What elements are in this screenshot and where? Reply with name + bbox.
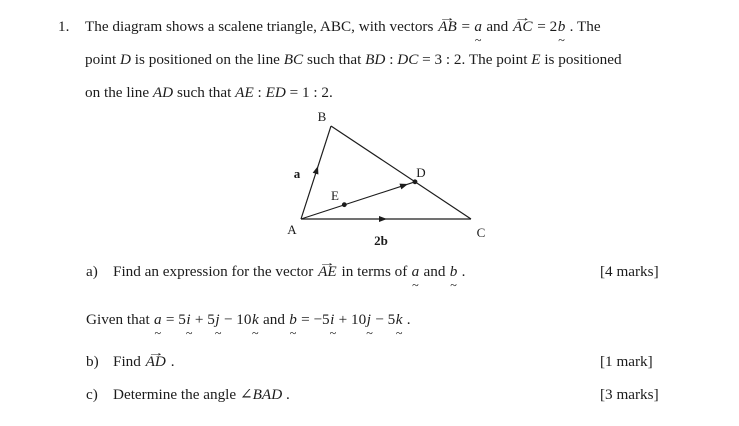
math-ut: k ~ [251, 308, 259, 332]
segment-ad [301, 182, 415, 219]
text-run: = 2 [533, 18, 558, 35]
text-run: : [253, 84, 266, 101]
math-i: E [531, 51, 541, 68]
text-run: is positioned [540, 51, 622, 68]
math-vec: AB → [437, 15, 458, 39]
math-ut: b ~ [557, 15, 566, 39]
part-a-label: a) [86, 263, 98, 280]
text-run: and [482, 18, 513, 35]
math-ut: i ~ [330, 308, 335, 332]
label-point-e: E [331, 188, 339, 203]
text-run: on the line [85, 84, 153, 101]
math-ut: b ~ [289, 308, 298, 332]
math-i: ED [265, 84, 286, 101]
text-run: + 5 [191, 311, 215, 328]
part-b-marks: [1 mark] [600, 353, 653, 370]
intro-line-2 [85, 48, 622, 72]
intro-line-3 [85, 81, 333, 105]
label-point-d: D [416, 165, 426, 180]
math-i: AD [152, 84, 174, 101]
math-i: D [120, 51, 131, 68]
math-ut: a ~ [153, 308, 162, 332]
text-run: = 5 [162, 311, 186, 328]
math-vec: AE → [317, 260, 338, 284]
given-line [86, 308, 411, 332]
math-i: DC [397, 51, 419, 68]
text-run: is positioned on the line [131, 51, 284, 68]
text-run: . [166, 353, 175, 370]
label-vector-a: a [293, 166, 301, 181]
math-ut: a ~ [411, 260, 420, 284]
math-ut: j ~ [215, 308, 220, 332]
math-ut: j ~ [366, 308, 371, 332]
point-e-dot [342, 202, 347, 207]
text-run: point [85, 51, 121, 68]
math-ut: k ~ [395, 308, 403, 332]
part-a-text [113, 263, 465, 280]
part-c-text [113, 386, 290, 403]
text-run: Determine the angle ∠ [113, 386, 253, 403]
text-run: = 3 : 2. The point [418, 51, 532, 68]
text-run: . [282, 386, 290, 403]
part-c-marks: [3 marks] [600, 386, 659, 403]
part-c-line [86, 383, 290, 407]
part-a-line [86, 260, 465, 284]
ad-arrowhead-icon [399, 181, 408, 189]
math-i: AE [235, 84, 254, 101]
math-vec: AD → [145, 350, 167, 374]
point-d-dot [413, 179, 418, 184]
label-vertex-a: A [287, 222, 297, 237]
triangle-diagram [280, 104, 492, 250]
text-run: . [457, 263, 466, 280]
text-run: in terms of [337, 263, 412, 280]
text-run: : [385, 51, 398, 68]
text-run: = −5 [297, 311, 330, 328]
ab-arrowhead-icon [313, 165, 321, 174]
text-run: . The [565, 18, 601, 35]
text-run: and [259, 311, 289, 328]
math-i: BAD [252, 386, 283, 403]
text-run: + 10 [334, 311, 367, 328]
part-a-marks: [4 marks] [600, 263, 659, 280]
math-ut: a ~ [474, 15, 483, 39]
text-run: = [457, 18, 474, 35]
label-vector-2b: 2b [374, 233, 388, 248]
math-i: BD [365, 51, 386, 68]
intro-line-1 [85, 15, 601, 39]
part-b-label: b) [86, 353, 99, 370]
text-run: such that [303, 51, 366, 68]
text-run: Find [113, 353, 145, 370]
part-b-line [86, 350, 175, 374]
text-run: Find an expression for the vector [113, 263, 318, 280]
text-run: = 1 : 2. [285, 84, 333, 101]
text-run: Given that [86, 311, 154, 328]
side-bc [331, 126, 471, 219]
ac-arrowhead-icon [379, 216, 387, 222]
text-run: − 5 [371, 311, 396, 328]
math-ut: b ~ [449, 260, 458, 284]
text-run: . [402, 311, 411, 328]
text-run: − 10 [220, 311, 252, 328]
math-i: BC [283, 51, 304, 68]
part-b-text [113, 353, 175, 370]
math-ut: i ~ [186, 308, 191, 332]
part-c-label: c) [86, 386, 98, 403]
label-vertex-b: B [317, 109, 327, 124]
text-run: such that [173, 84, 236, 101]
text-run: The diagram shows a scalene triangle, ABC, with vectors [85, 18, 438, 35]
question-number: 1. [58, 18, 70, 35]
label-vertex-c: C [476, 225, 486, 240]
text-run: and [419, 263, 450, 280]
math-vec: AC → [512, 15, 533, 39]
